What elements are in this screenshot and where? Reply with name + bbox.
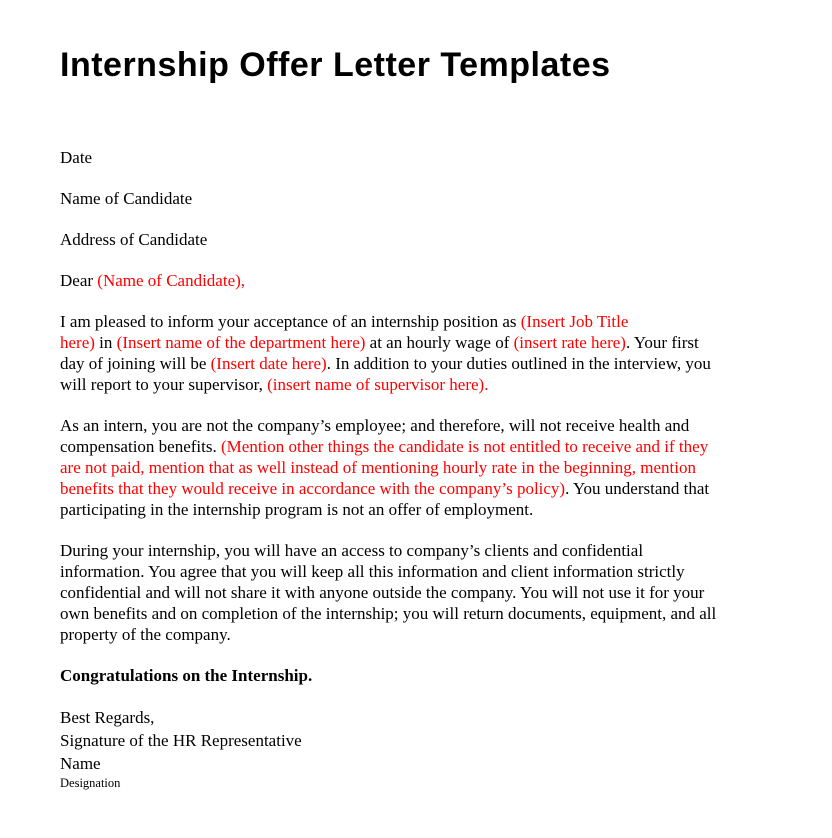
letter-text: Name [60,754,101,773]
letter-text: property of the company. [60,625,231,644]
candidate-name-line [60,188,776,209]
letter-text: During your internship, you will have an access to company’s clients and confidential [60,541,644,560]
letter-text: . You understand that [565,479,710,498]
letter-text: I am pleased to inform your acceptance of an internship position as [60,312,521,331]
confidentiality-paragraph [60,540,776,645]
placeholder-text: (insert name of supervisor here). [267,375,489,394]
placeholder-text: here) [60,333,95,352]
letter-text: Name of Candidate [60,189,193,208]
salutation-line [60,270,776,291]
letter-text: information. You agree that you will keep all this information and client information strictly [60,562,685,581]
letter-text: own benefits and on completion of the internship; you will return documents, equipment, and all [60,604,717,623]
placeholder-text: benefits that they would receive in accordance with the company’s policy) [60,479,566,498]
page-title: Internship Offer Letter Templates [60,46,611,84]
letter-text: . Your first [625,333,699,352]
letter-text: Address of Candidate [60,230,208,249]
letter-text: Date [60,148,93,167]
placeholder-text: (Insert date here) [210,354,327,373]
offer-paragraph [60,311,776,395]
congratulations-line [60,665,776,686]
designation-line [60,775,776,792]
candidate-address-line [60,229,776,250]
letter-text: participating in the internship program is not an offer of employment. [60,500,534,519]
letter-text: Best Regards, [60,708,155,727]
benefits-paragraph [60,415,776,520]
letter-text: confidential and will not share it with anyone outside the company. You will not use it for your [60,583,705,602]
closing-block [60,706,776,775]
letter-body [60,147,776,792]
letter-text: As an intern, you are not the company’s employee; and therefore, will not receive health and [60,416,690,435]
placeholder-text: (Mention other things the candidate is not entitled to receive and if they [221,437,709,456]
letter-text: . In addition to your duties outlined in the interview, you [326,354,711,373]
letter-text: Signature of the HR Representative [60,731,302,750]
letter-text: in [94,333,117,352]
letter-text: at an hourly wage of [365,333,514,352]
letter-text: compensation benefits. [60,437,221,456]
letter-text: Congratulations on the Internship. [60,666,313,685]
letter-text: Designation [60,776,121,790]
letter-text: will report to your supervisor, [60,375,268,394]
placeholder-text: (Insert Job Title [520,312,629,331]
letter-text: day of joining will be [60,354,211,373]
placeholder-text: (insert rate here) [513,333,626,352]
placeholder-text: (Name of Candidate), [97,271,246,290]
letter-text: Dear [60,271,98,290]
placeholder-text: are not paid, mention that as well instead of mentioning hourly rate in the beginning, mention [60,458,696,477]
date-line [60,147,776,168]
placeholder-text: (Insert name of the department here) [116,333,366,352]
